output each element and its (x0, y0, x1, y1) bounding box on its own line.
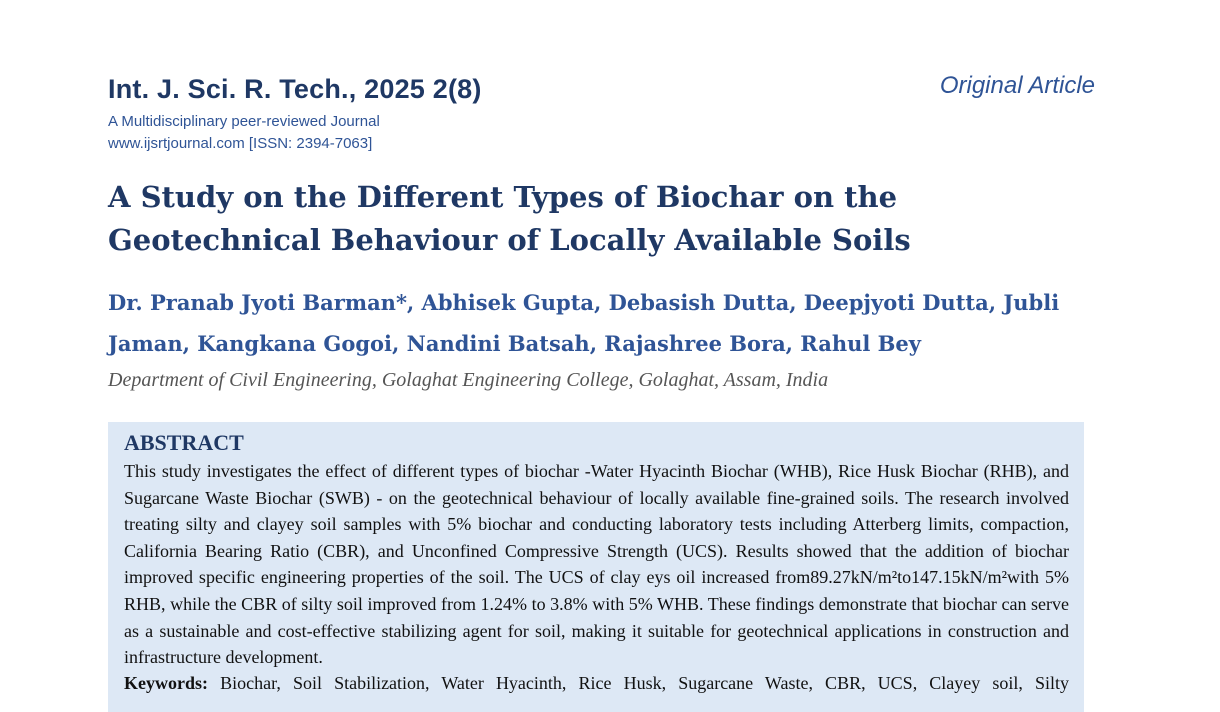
journal-subtitle: A Multidisciplinary peer-reviewed Journal (108, 113, 380, 130)
keywords-line (124, 670, 1069, 697)
journal-website-issn: www.ijsrtjournal.com [ISSN: 2394-7063] (108, 135, 373, 152)
abstract-body: This study investigates the effect of different types of biochar -Water Hyacinth Biochar (WHB), Rice Husk Biochar (RHB), and Sugarcane Waste Biochar (SWB) - on the geotechnical behaviour of locally available fine-grained soils. The research involved treating silty and clayey soil samples with 5% biochar and conducting laboratory tests including Atterberg limits, compaction, California Bearing Ratio (CBR), and Unconfined Compressive Strength (UCS). Results showed that the addition of biochar improved specific engineering properties of the soil. The UCS of clay eys oil increased from89.27kN/m²to147.15kN/m²with 5% RHB, while the CBR of silty soil improved from 1.24% to 3.8% with 5% WHB. These findings demonstrate that biochar can serve as a sustainable and cost-effective stabilizing agent for soil, making it suitable for geotechnical applications in construction and infrastructure development. (124, 461, 1069, 668)
journal-name: Int. J. Sci. R. Tech., 2025 2(8) (108, 74, 482, 104)
author-affiliation: Department of Civil Engineering, Golaghat Engineering College, Golaghat, Assam, India (108, 369, 829, 391)
keywords-label: Keywords: (124, 673, 208, 693)
author-list: Dr. Pranab Jyoti Barman*, Abhisek Gupta, Debasish Dutta, Deepjyoti Dutta, Jubli Jaman, Kangkana Gogoi, Nandini Batsah, Rajashree Bora, Rahul Bey (108, 290, 1060, 356)
abstract-heading: ABSTRACT (124, 430, 244, 455)
abstract-section (108, 422, 1084, 712)
article-type-label: Original Article (939, 72, 1095, 99)
keywords-list: Biochar, Soil Stabilization, Water Hyacinth, Rice Husk, Sugarcane Waste, CBR, UCS, Clayey soil, Silty (208, 673, 1069, 693)
paper-title: A Study on the Different Types of Biochar on the Geotechnical Behaviour of Locally Available Soils (108, 180, 911, 257)
